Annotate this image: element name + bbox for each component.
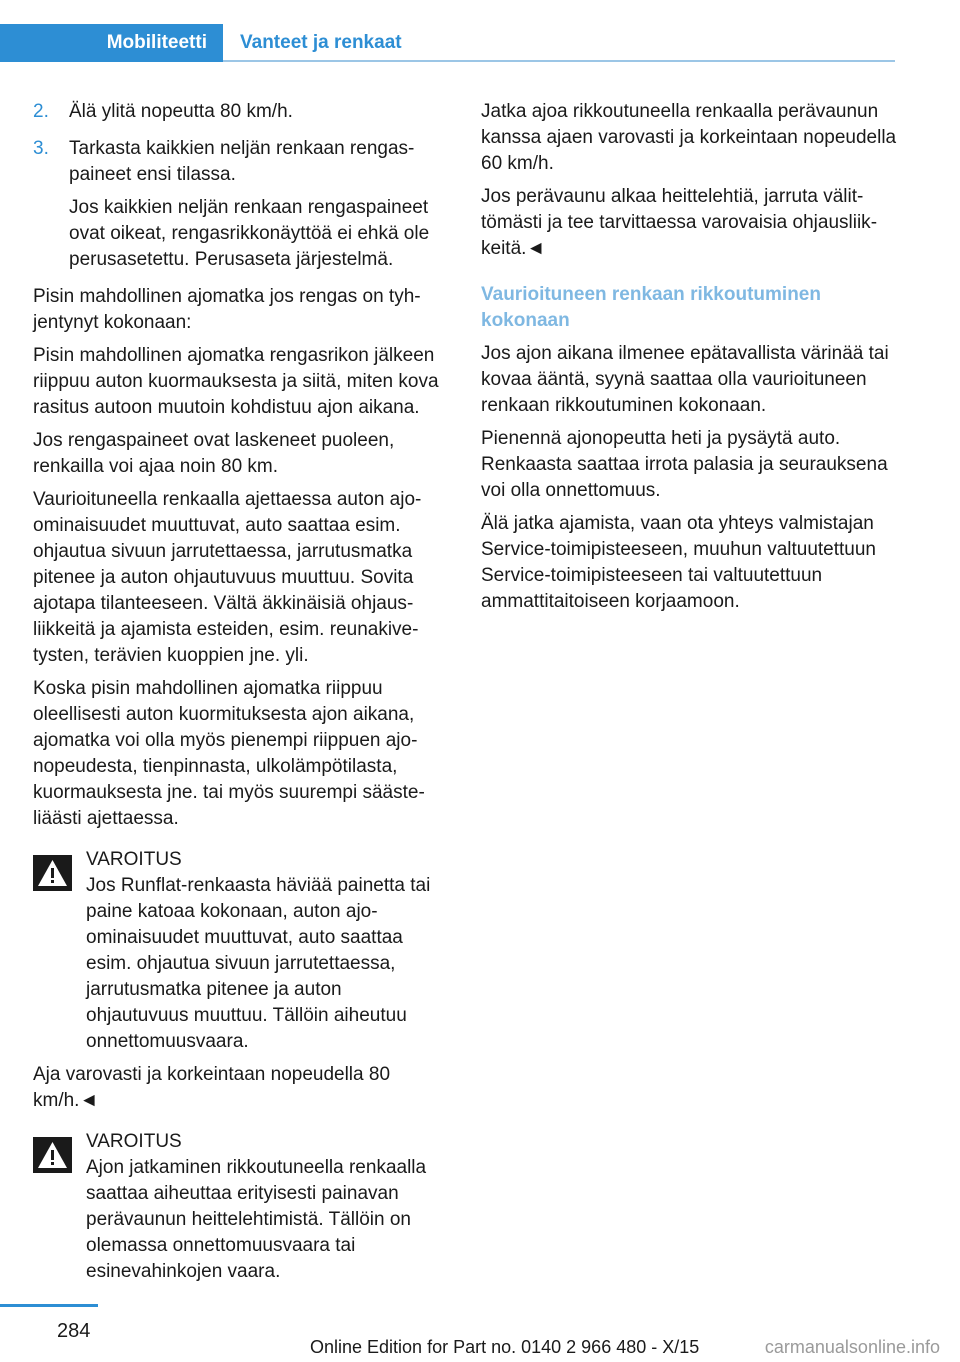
paragraph: Jos perävaunu alkaa heittelehtiä, jarruta välittömästi ja tee tarvittaessa varovaisia ohjausliikkeitä.◄ <box>481 186 878 259</box>
warning-triangle-icon <box>33 1137 72 1173</box>
section-heading: Vaurioituneen renkaan rikkoutuminen kokonaan <box>481 284 821 331</box>
paragraph: Jos rengaspaineet ovat laskeneet puoleen, renkailla voi ajaa noin 80 km. <box>33 430 395 477</box>
list-text: Tarkasta kaikkien neljän renkaan rengaspaineet ensi tilassa. <box>69 138 415 185</box>
paragraph: Jatka ajoa rikkoutuneella renkaalla perävaunun kanssa ajaen varovasti ja korkeintaan nopeudella 60 km/h. <box>481 101 897 174</box>
warning-triangle-icon <box>33 855 72 891</box>
warning-block <box>33 847 447 1114</box>
page-header <box>0 0 960 64</box>
paragraph: Pisin mahdollinen ajomatka jos rengas on tyhjentynyt kokonaan: <box>33 286 421 333</box>
list-text: Älä ylitä nopeutta 80 km/h. <box>69 101 293 122</box>
paragraph: Pisin mahdollinen ajomatka rengasrikon jälkeen riippuu auton kuormauksesta ja siitä, miten kova rasitus autoon muutoin kohdistuu ajon aikana. <box>33 345 439 418</box>
warning-title: VAROITUS <box>86 849 182 870</box>
header-divider <box>223 60 895 62</box>
warning-text-lead: Jos Runflat-renkaasta häviää painetta tai paine katoaa kokonaan, auton ajo-ominaisuudet muuttuvat, auto saattaa esim. ohjautua sivuun jarrutettaessa, jarrutusmatka pitenee ja auton ohjautuvuus muuttuu. Tällöin aiheutuu onnettomuusvaara. <box>86 875 431 1052</box>
list-item <box>33 99 447 132</box>
paragraph: Älä jatka ajamista, vaan ota yhteys valmistajan Service-toimipisteeseen, muuhun valtuutettuun Service-toimipisteeseen tai valtuutettuun ammattitaitoiseen korjaamoon. <box>481 513 877 612</box>
warning-block <box>33 1129 447 1285</box>
paragraph: Koska pisin mahdollinen ajomatka riippuu oleellisesti auton kuormituksesta ajon aikana, ajomatka voi olla myös pienempi riippuen ajonopeudesta, tienpinnasta, ulkolämpötilasta, kuormauksesta jne. tai myös suurempi säästeliäästi ajettaessa. <box>33 678 425 829</box>
footer-divider <box>0 1304 98 1307</box>
list-number: 2. <box>33 101 49 122</box>
right-column <box>481 99 899 622</box>
edition-note: Online Edition for Part no. 0140 2 966 480 - X/15 <box>310 1337 700 1357</box>
tab-vanteet-ja-renkaat[interactable]: Vanteet ja renkaat <box>240 32 402 53</box>
list-subtext: Jos kaikkien neljän renkaan rengaspaineet ovat oikeat, rengasrikkonäyttöä ei ehkä ole perusasetettu. Perusaseta järjestelmä. <box>69 197 430 270</box>
left-column <box>33 99 447 1285</box>
paragraph: Jos ajon aikana ilmenee epätavallista värinää tai kovaa ääntä, syynä saattaa olla vaurioituneen renkaan rikkoutuminen kokonaan. <box>481 343 889 416</box>
warning-title: VAROITUS <box>86 1131 182 1152</box>
watermark-text[interactable]: carmanualsonline.info <box>764 1337 940 1357</box>
warning-text-lead: Ajon jatkaminen rikkoutuneella renkaalla saattaa aiheuttaa erityisesti painavan perävaunun heittelehtimistä. Tällöin on olemassa onnettomuusvaara tai esinevahinkojen vaara. <box>86 1157 427 1282</box>
list-item <box>33 136 447 280</box>
warning-text: Aja varovasti ja korkeintaan nopeudella 80 km/h.◄ <box>33 1064 391 1111</box>
tab-mobiliteetti[interactable]: Mobiliteetti <box>0 24 223 62</box>
paragraph: Vaurioituneella renkaalla ajettaessa auton ajoominaisuudet muuttuvat, auto saattaa esim. ohjautua sivuun jarrutettaessa, jarrutusmatka pitenee ja auton ohjautuvuus muuttuu. Sovita ajotapa tilanteeseen. Vältä äkkinäisiä ohjausliikkeitä ja ajamista esteiden, esim. reunakivetysten, terävien kuoppien jne. yli. <box>33 489 422 666</box>
page-number: 284 <box>57 1320 91 1342</box>
paragraph: Pienennä ajonopeutta heti ja pysäytä auto. Renkaasta saattaa irrota palasia ja seurauksena voi olla onnettomuus. <box>481 428 888 501</box>
list-number: 3. <box>33 138 49 159</box>
